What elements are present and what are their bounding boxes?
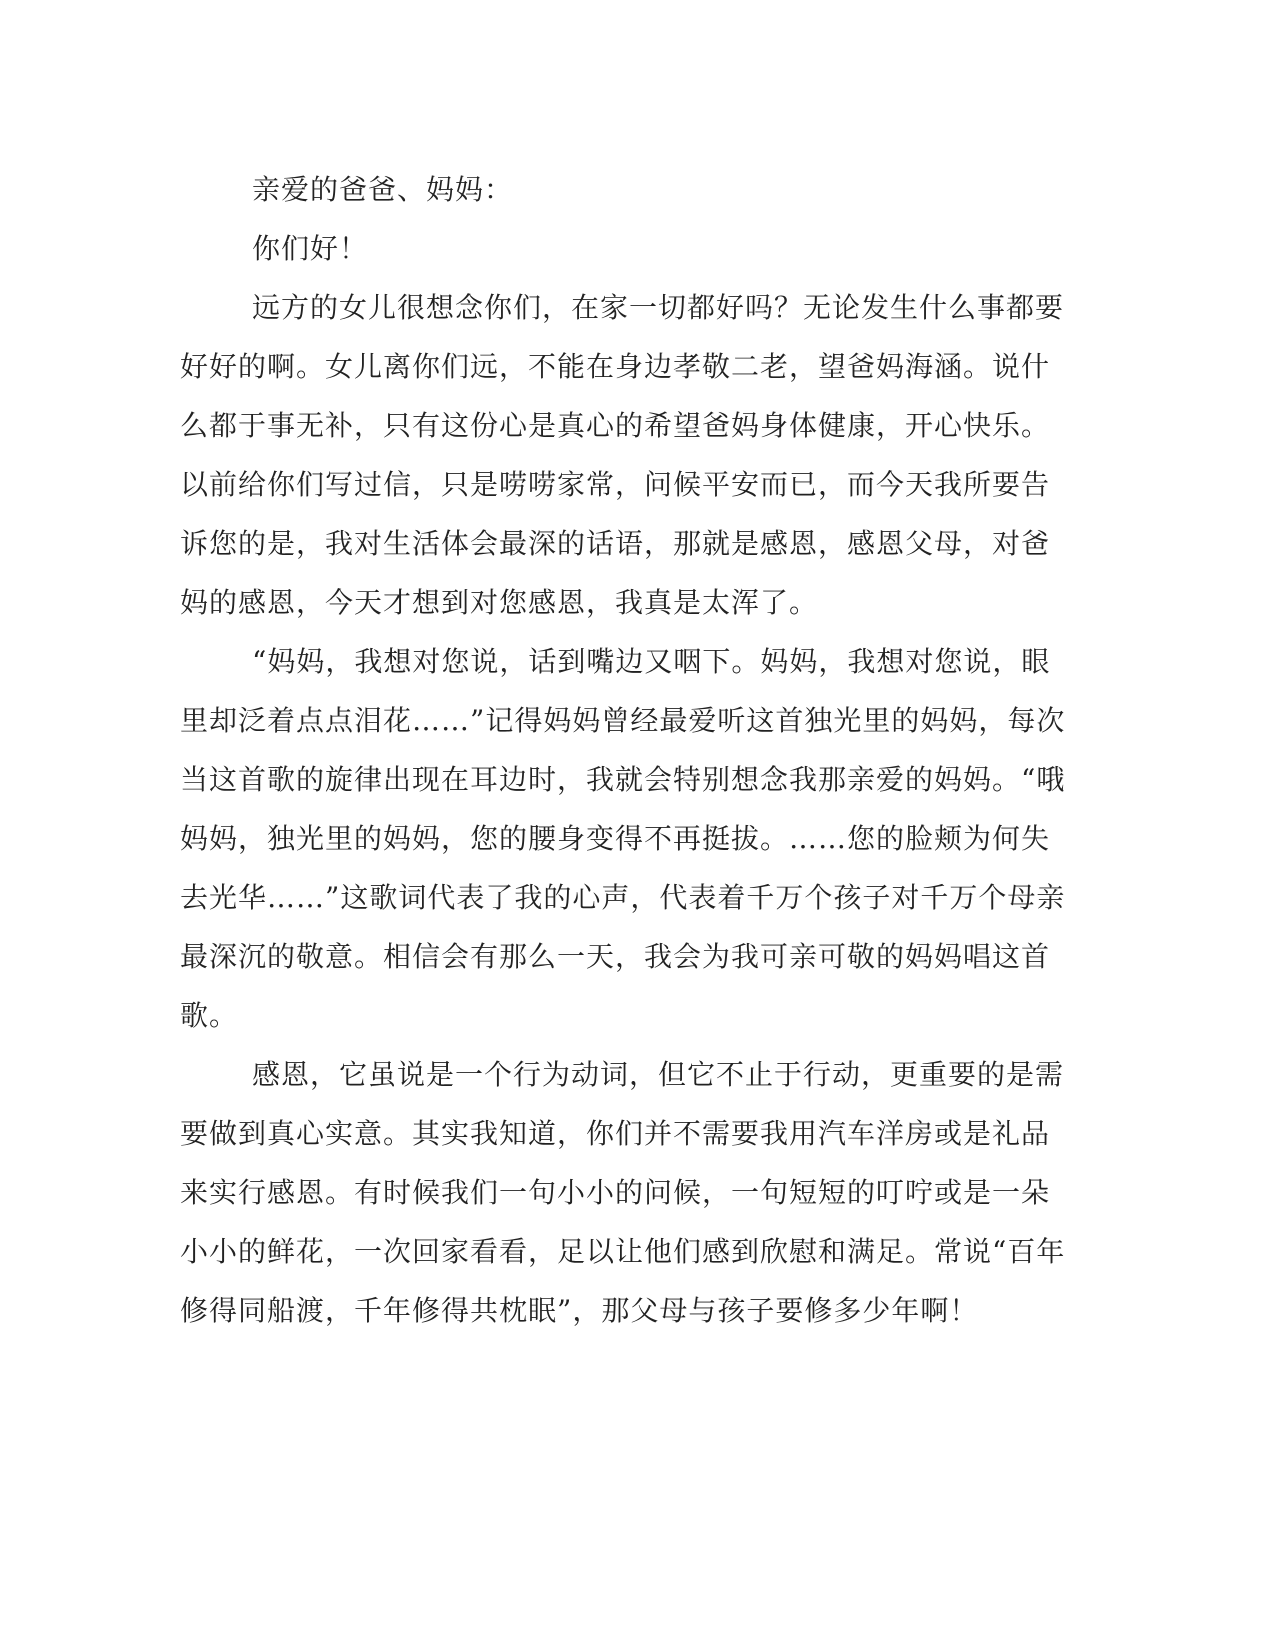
paragraph-line: 里却泛着点点泪花……”记得妈妈曾经最爱听这首独光里的妈妈，每次 <box>180 704 1066 737</box>
paragraph-line: 修得同船渡，千年修得共枕眠”，那父母与孩子要修多少年啊！ <box>180 1294 979 1327</box>
letter-body <box>180 160 1066 1340</box>
paragraph-line: 最深沉的敬意。相信会有那么一天，我会为我可亲可敬的妈妈唱这首 <box>180 940 1051 973</box>
paragraph-line: 妈的感恩，今天才想到对您感恩，我真是太浑了。 <box>180 586 819 619</box>
paragraph-1 <box>180 278 1065 632</box>
paragraph-line: 诉您的是，我对生活体会最深的话语，那就是感恩，感恩父母，对爸 <box>180 527 1051 560</box>
paragraph-2 <box>180 632 1066 1045</box>
paragraph-line: 来实行感恩。有时候我们一句小小的问候，一句短短的叮咛或是一朵 <box>180 1176 1051 1209</box>
paragraph-line: 妈妈，独光里的妈妈，您的腰身变得不再挺拔。……您的脸颊为何失 <box>180 822 1051 855</box>
paragraph-line: 歌。 <box>180 999 239 1032</box>
paragraph-line: 好好的啊。女儿离你们远，不能在身边孝敬二老，望爸妈海涵。说什 <box>180 350 1051 383</box>
paragraph-line: 要做到真心实意。其实我知道，你们并不需要我用汽车洋房或是礼品 <box>180 1117 1051 1150</box>
paragraph-line: 小小的鲜花，一次回家看看，足以让他们感到欣慰和满足。常说“百年 <box>180 1235 1066 1268</box>
paragraph-line: 感恩，它虽说是一个行为动词，但它不止于行动，更重要的是需 <box>252 1058 1065 1091</box>
paragraph-line: 当这首歌的旋律出现在耳边时，我就会特别想念我那亲爱的妈妈。“哦 <box>180 763 1066 796</box>
paragraph-line: 以前给你们写过信，只是唠唠家常，问候平安而已，而今天我所要告 <box>180 468 1051 501</box>
greeting: 你们好！ <box>252 232 369 265</box>
paragraph-line: 去光华……”这歌词代表了我的心声，代表着千万个孩子对千万个母亲 <box>180 881 1066 914</box>
paragraph-line: “妈妈，我想对您说，话到嘴边又咽下。妈妈，我想对您说，眼 <box>252 645 1051 678</box>
paragraph-line: 么都于事无补，只有这份心是真心的希望爸妈身体健康，开心快乐。 <box>180 409 1051 442</box>
paragraph-line: 远方的女儿很想念你们，在家一切都好吗？无论发生什么事都要 <box>252 291 1065 324</box>
salutation: 亲爱的爸爸、妈妈： <box>252 173 514 206</box>
paragraph-3 <box>180 1045 1066 1340</box>
